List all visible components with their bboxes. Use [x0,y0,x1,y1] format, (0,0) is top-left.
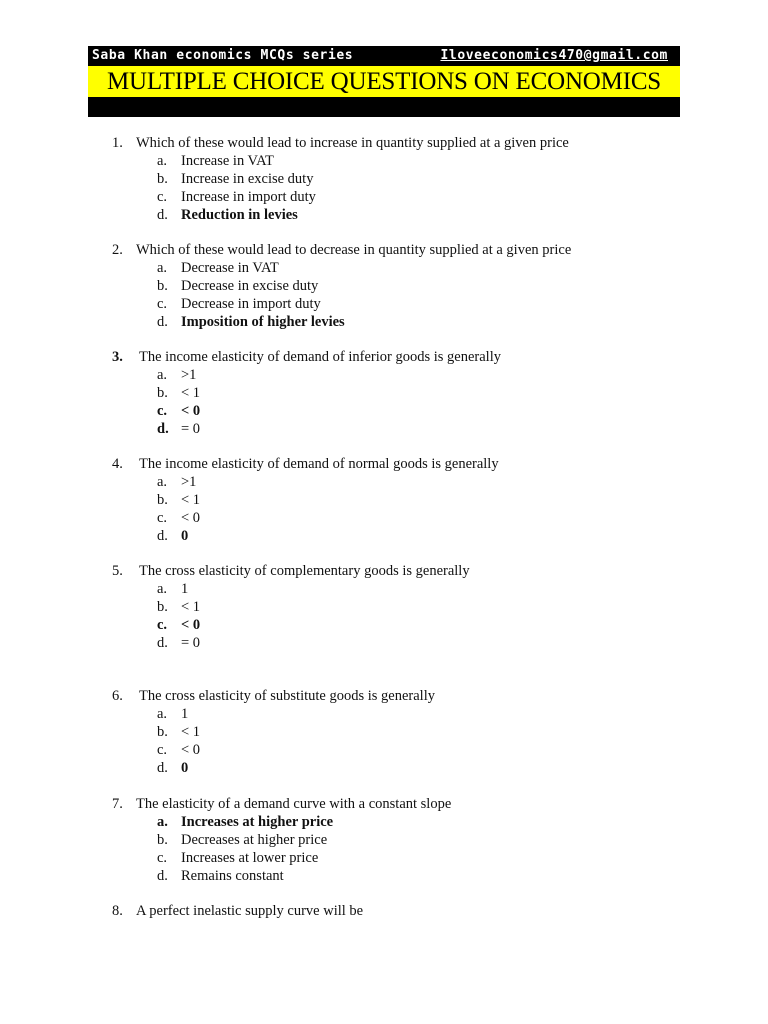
question-text: Which of these would lead to increase in quantity supplied at a given price [136,135,569,151]
option-text: Remains constant [181,868,284,884]
option-letter: c. [157,850,168,866]
option-b [0,491,768,509]
question-text: The elasticity of a demand curve with a constant slope [136,796,452,812]
option-text: < 0 [181,510,201,526]
option-text: Decrease in VAT [181,260,279,276]
question-number: 1. [112,135,123,151]
option-text: 1 [181,706,189,722]
option-b [0,723,768,741]
option-text: Increase in excise duty [181,171,314,187]
option-text: < 1 [181,385,201,401]
option-a [0,473,768,491]
option-letter: d. [157,868,168,884]
option-c [0,188,768,206]
option-letter: c. [157,742,168,758]
option-d [0,634,768,652]
option-text: < 1 [181,492,201,508]
option-b [0,277,768,295]
option-letter: b. [157,171,168,187]
option-letter: b. [157,278,168,294]
question-number: 4. [112,456,123,472]
question-text: The cross elasticity of substitute goods is generally [139,688,435,704]
question-text: The income elasticity of demand of normal goods is generally [139,456,499,472]
question-text: Which of these would lead to decrease in quantity supplied at a given price [136,242,572,258]
option-letter: c. [157,296,168,312]
option-text: Increase in VAT [181,153,274,169]
option-c [0,509,768,527]
option-a [0,259,768,277]
question-number: 5. [112,563,123,579]
option-d [0,206,768,224]
header-top-bar [88,46,680,66]
option-a [0,152,768,170]
option-c [0,849,768,867]
option-letter: b. [157,724,168,740]
option-letter: c. [157,403,168,419]
option-letter: d. [157,528,168,544]
question-text: The cross elasticity of complementary goods is generally [139,563,470,579]
option-text: Decreases at higher price [181,832,328,848]
option-text: >1 [181,367,197,383]
question-text: The income elasticity of demand of inferior goods is generally [139,349,501,365]
option-a [0,580,768,598]
document-title: MULTIPLE CHOICE QUESTIONS ON ECONOMICS [107,68,661,95]
option-c [0,741,768,759]
option-c [0,616,768,634]
option-a [0,813,768,831]
option-text-answer: Increases at higher price [181,814,334,830]
option-text: Decrease in excise duty [181,278,319,294]
option-letter: a. [157,581,168,597]
question-number: 8. [112,903,123,919]
series-title: Saba Khan economics MCQs series [92,48,354,63]
option-letter: d. [157,635,168,651]
option-d [0,867,768,885]
option-letter: b. [157,492,168,508]
option-letter: c. [157,189,168,205]
option-text-answer: Reduction in levies [181,207,298,223]
option-letter: d. [157,314,168,330]
question-number: 3. [112,349,123,365]
option-letter: d. [157,421,169,437]
header-block [88,46,680,117]
option-text: >1 [181,474,197,490]
option-letter: b. [157,599,168,615]
option-letter: a. [157,474,168,490]
option-c [0,295,768,313]
option-d [0,313,768,331]
title-banner [88,66,680,97]
option-letter: c. [157,617,168,633]
option-a [0,705,768,723]
option-text: Decrease in import duty [181,296,321,312]
option-letter: a. [157,260,168,276]
option-text: < 1 [181,724,201,740]
option-letter: d. [157,760,168,776]
option-text: Increase in import duty [181,189,316,205]
option-b [0,384,768,402]
question-number: 7. [112,796,123,812]
option-d [0,420,768,438]
question-number: 6. [112,688,123,704]
option-text: = 0 [181,635,201,651]
option-d [0,759,768,777]
option-text: Increases at lower price [181,850,319,866]
option-c [0,402,768,420]
option-b [0,170,768,188]
option-text-answer: 0 [181,528,189,544]
option-letter: a. [157,367,168,383]
option-letter: a. [157,706,168,722]
option-text-answer: Imposition of higher levies [181,314,345,330]
option-text-answer: < 0 [181,617,201,633]
option-letter: a. [157,814,168,830]
option-letter: d. [157,207,168,223]
question-number: 2. [112,242,123,258]
option-text-answer: < 0 [181,403,201,419]
option-text: = 0 [181,421,201,437]
option-text: < 0 [181,742,201,758]
option-letter: b. [157,385,168,401]
option-b [0,831,768,849]
option-d [0,527,768,545]
question-text: A perfect inelastic supply curve will be [136,903,364,919]
header-bottom-bar [88,97,680,117]
option-letter: c. [157,510,168,526]
email-link[interactable]: Iloveeconomics470@gmail.com [440,48,668,63]
option-text-answer: 0 [181,760,189,776]
option-letter: b. [157,832,168,848]
option-b [0,598,768,616]
option-text: 1 [181,581,189,597]
option-letter: a. [157,153,168,169]
option-a [0,366,768,384]
option-text: < 1 [181,599,201,615]
